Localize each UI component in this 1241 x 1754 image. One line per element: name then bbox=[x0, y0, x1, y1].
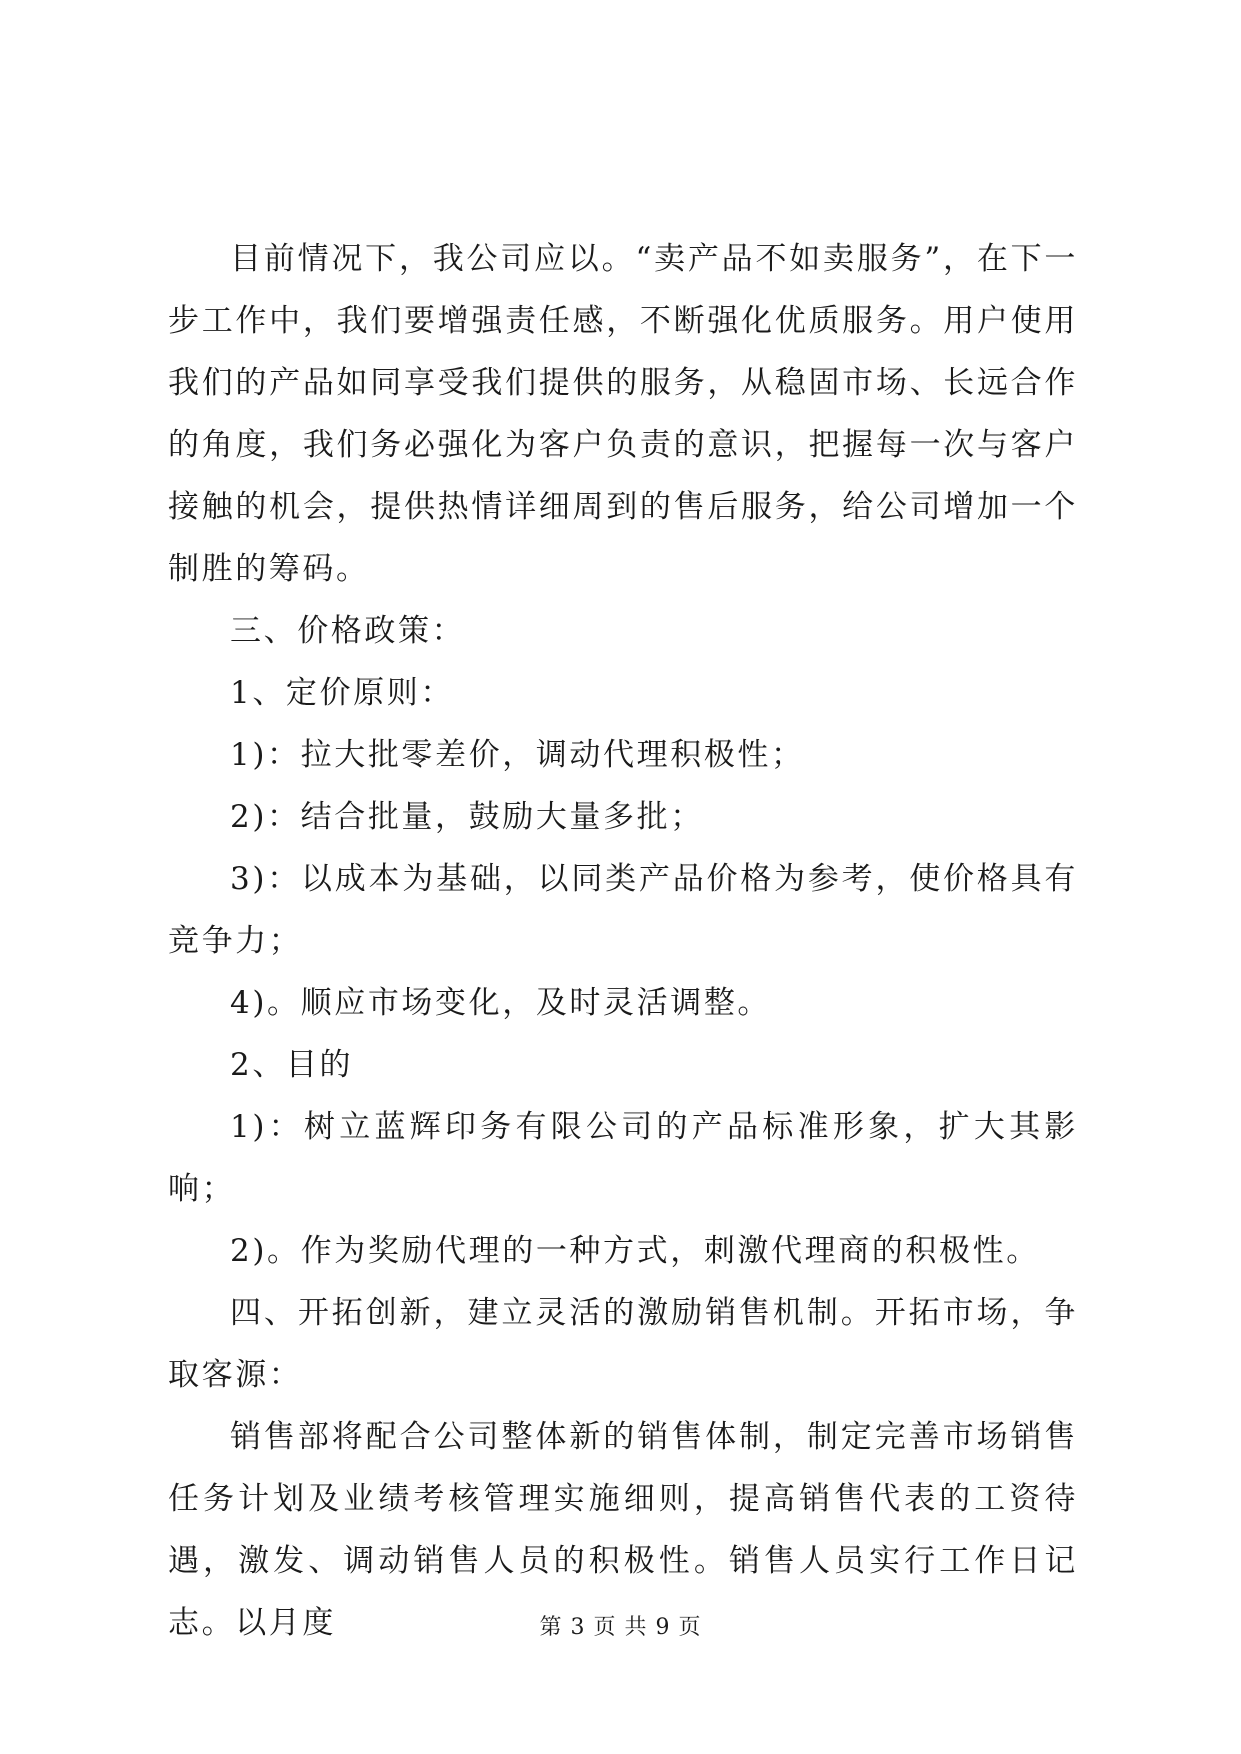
list-item: 2)。作为奖励代理的一种方式，刺激代理商的积极性。 bbox=[230, 1233, 1040, 1269]
paragraph-service: 目前情况下，我公司应以。“卖产品不如卖服务”，在下一步工作中，我们要增强责任感，不断强化优质服务。用户使用我们的产品如同享受我们提供的服务，从稳固市场、长远合作的角度，我们务必强化为客户负责的意识，把握每一次与客户接触的机会，提供热情详细周到的售后服务，给公司增加一个制胜的筹码。 bbox=[168, 241, 1078, 587]
heading-price-policy: 三、价格政策： bbox=[230, 613, 466, 649]
subheading-pricing-principles: 1、定价原则： bbox=[230, 675, 454, 711]
paragraph-sales-mechanism: 销售部将配合公司整体新的销售体制，制定完善市场销售任务计划及业绩考核管理实施细则，提高销售代表的工资待遇，激发、调动销售人员的积极性。销售人员实行工作日记志。以月度 bbox=[168, 1419, 1078, 1641]
list-item: 2)：结合批量，鼓励大量多批； bbox=[230, 799, 704, 835]
list-item: 1)：树立蓝辉印务有限公司的产品标准形象，扩大其影响； bbox=[168, 1109, 1078, 1207]
list-item: 1)：拉大批零差价，调动代理积极性； bbox=[230, 737, 805, 773]
heading-innovation: 四、开拓创新，建立灵活的激励销售机制。开拓市场，争取客源： bbox=[168, 1295, 1078, 1393]
list-item: 3)：以成本为基础，以同类产品价格为参考，使价格具有竞争力； bbox=[168, 861, 1078, 959]
list-item: 4)。顺应市场变化，及时灵活调整。 bbox=[230, 985, 772, 1021]
subheading-purpose: 2、目的 bbox=[230, 1047, 354, 1083]
document-body bbox=[168, 228, 1078, 1654]
page-footer: 第 3 页 共 9 页 bbox=[539, 1615, 702, 1640]
